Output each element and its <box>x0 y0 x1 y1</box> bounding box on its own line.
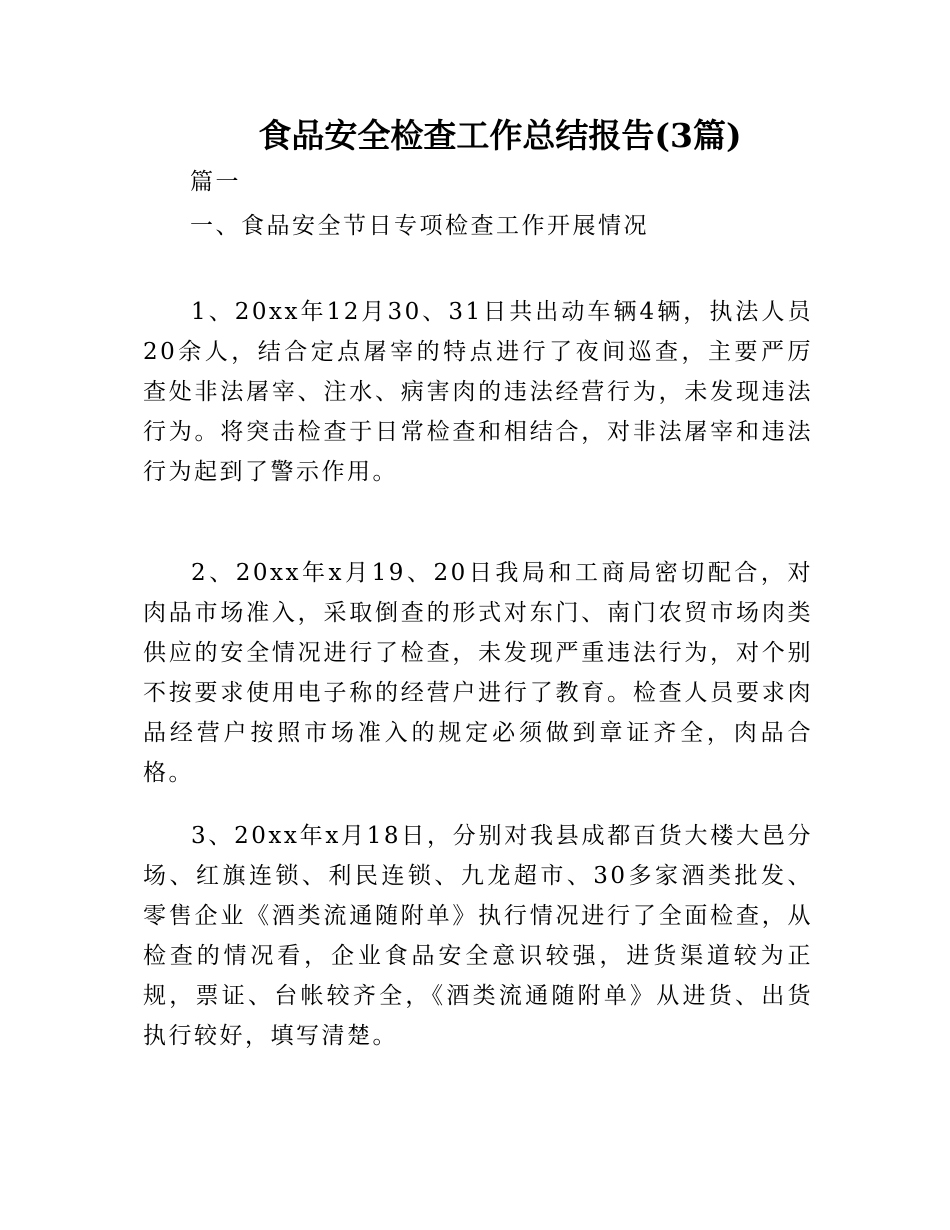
paragraph-2: 2、20xx年x月19、20日我局和工商局密切配合，对肉品市场准入，采取倒查的形式对东门、南门农贸市场肉类供应的安全情况进行了检查，未发现严重违法行为，对个别不按要求使用电子称的经营户进行了教育。检查人员要求肉品经营户按照市场准入的规定必须做到章证齐全，肉品合格。 <box>143 560 813 786</box>
section-heading: 一、食品安全节日专项检查工作开展情况 <box>190 213 649 239</box>
paragraph-1: 1、20xx年12月30、31日共出动车辆4辆，执法人员20余人，结合定点屠宰的特点进行了夜间巡查，主要严厉查处非法屠宰、注水、病害肉的违法经营行为，未发现违法行为。将突击检查于日常检查和相结合，对非法屠宰和违法行为起到了警示作用。 <box>143 299 813 485</box>
part-label: 篇一 <box>190 169 241 195</box>
document-title: 食品安全检查工作总结报告(3篇) <box>258 116 742 155</box>
paragraph-3: 3、20xx年x月18日，分别对我县成都百货大楼大邑分场、红旗连锁、利民连锁、九龙超市、30多家酒类批发、零售企业《酒类流通随附单》执行情况进行了全面检查，从检查的情况看，企业食品安全意识较强，进货渠道较为正规，票证、台帐较齐全，《酒类流通随附单》从进货、出货执行较好，填写清楚。 <box>143 823 813 1049</box>
